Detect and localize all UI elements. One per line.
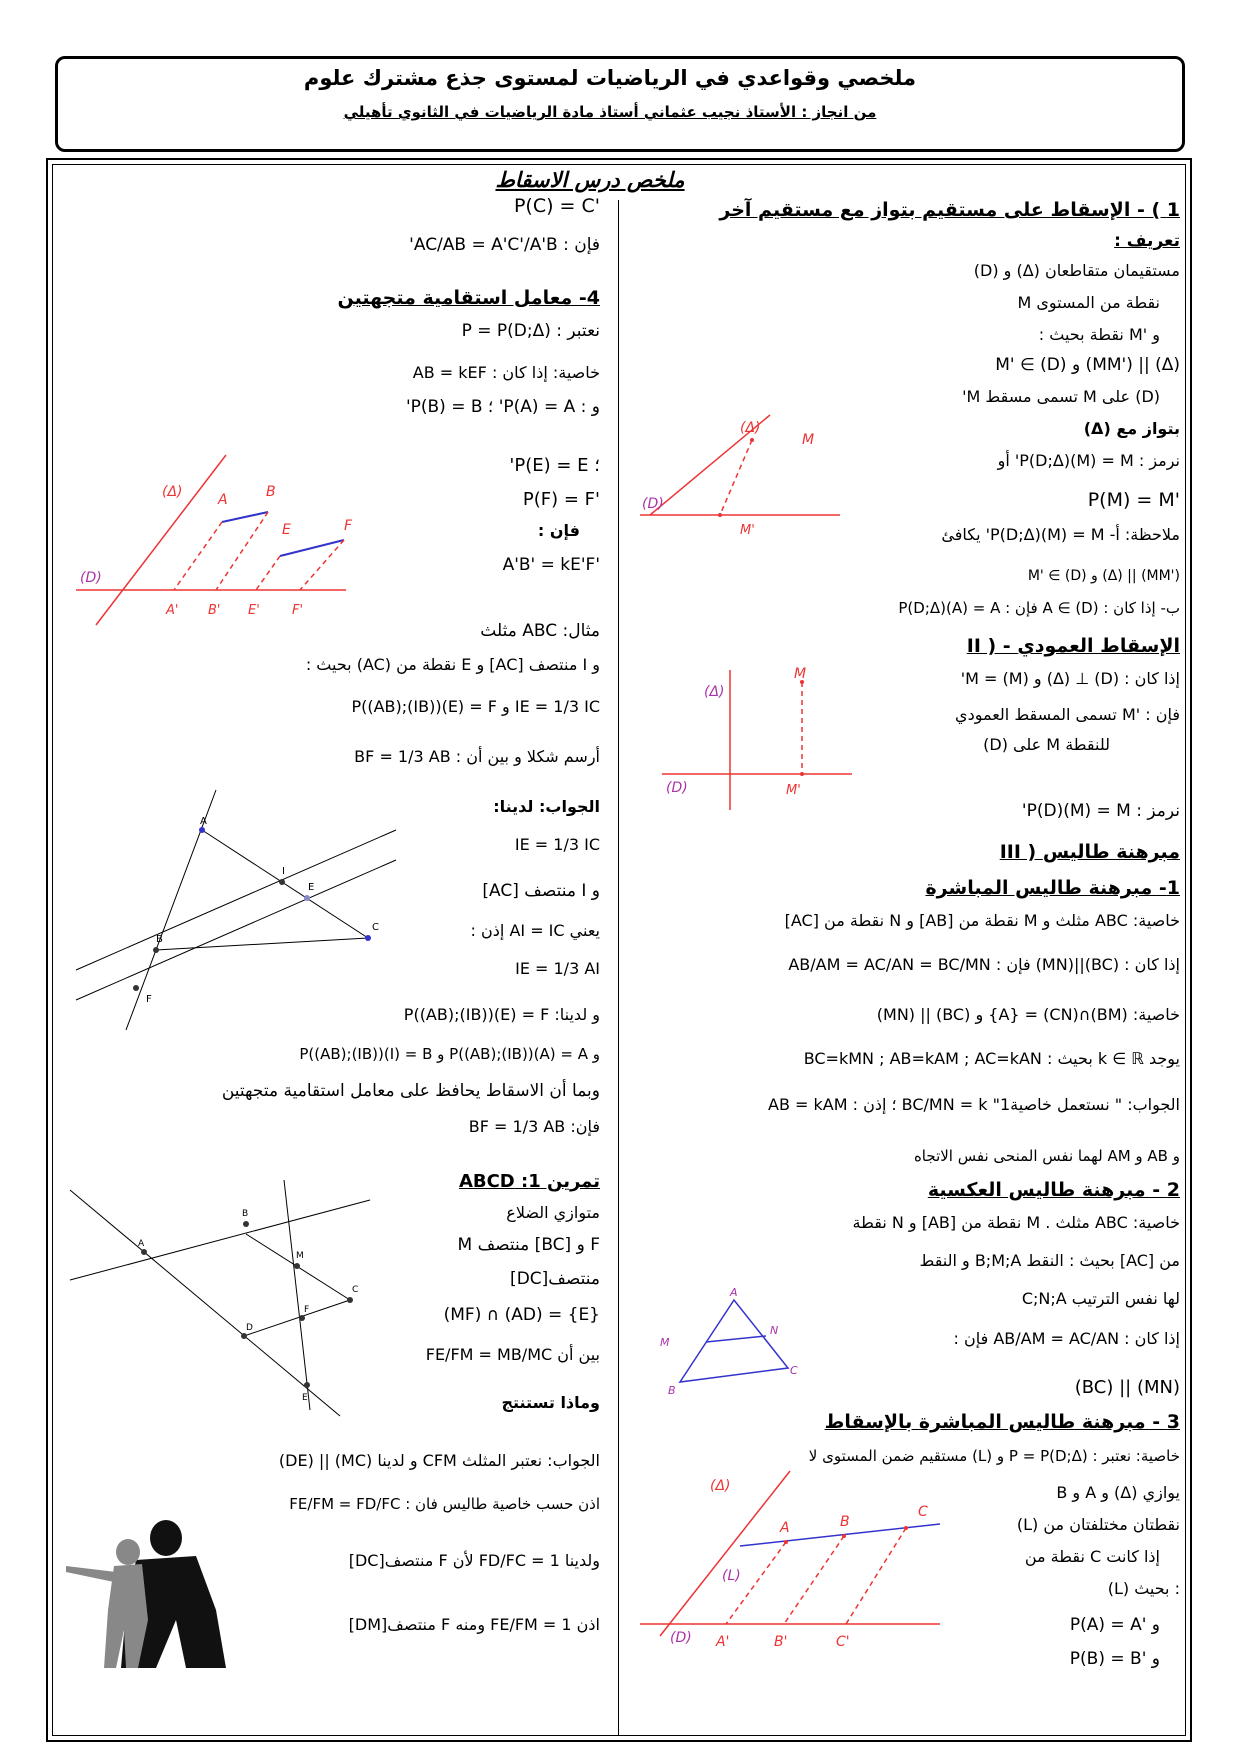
label: M'	[740, 523, 755, 538]
label: F	[344, 518, 353, 534]
text-line: يوازي (Δ) و A و B	[1056, 1483, 1180, 1502]
text-line: فإن: BF = 1/3 AB	[468, 1117, 600, 1136]
label: (D)	[670, 1630, 692, 1646]
text-line: و 'M نقطة بحيث :	[1038, 325, 1160, 344]
text-line: (BC) || (MN)	[1074, 1377, 1180, 1398]
label: E'	[248, 603, 260, 618]
text-line: اذن حسب خاصية طاليس فان : FE/FM = FD/FC	[289, 1495, 600, 1513]
label: C	[790, 1364, 798, 1377]
text-line: P(A) = A' و	[1069, 1615, 1160, 1635]
text-line: ولدينا FD/FC = 1 لأن F منتصف[DC]	[348, 1551, 600, 1570]
label: A	[200, 816, 207, 827]
definition-label: تعريف :	[1114, 231, 1180, 251]
text-line: نرمز : P(D)(M) = M'	[1021, 801, 1180, 821]
label: (Δ)	[710, 1478, 731, 1494]
remark-line: ملاحظة: أ- P(D;Δ)(M) = M' يكافئ	[941, 525, 1180, 544]
label: M	[794, 666, 807, 682]
heading-thales-direct: 1- مبرهنة طاليس المباشرة	[925, 877, 1180, 899]
figure-collinearity	[76, 450, 356, 630]
label: B'	[208, 603, 221, 618]
label: F'	[292, 603, 304, 618]
text-line: و AB و AM لهما نفس المنحى نفس الاتجاه	[913, 1147, 1180, 1165]
text-line: M' ∈ (D) و (MM') || (Δ)	[995, 355, 1180, 375]
text-line: M نقطة من المستوى	[1017, 293, 1160, 312]
heading-collinearity: 4- معامل استقامية متجهتين	[337, 287, 600, 309]
label: (D)	[666, 780, 688, 796]
heading-orthogonal: II ) - الإسقاط العمودي	[966, 635, 1180, 657]
label: A'	[166, 603, 179, 618]
label: M'	[786, 783, 801, 798]
text-line: بين أن FE/FM = MB/MC	[425, 1345, 600, 1364]
page-subtitle: من انجاز : الأستاذ نجيب عثماني أستاذ مادة الرياضيات في الثانوي تأهيلي	[343, 103, 877, 121]
text-line: C;N;A لها نفس الترتيب	[1021, 1289, 1180, 1308]
label: B	[840, 1514, 850, 1530]
figure-orthogonal-projection	[662, 666, 852, 820]
label: (Δ)	[704, 684, 725, 700]
label: A'	[716, 1634, 730, 1650]
answer-line: الجواب: لدينا:	[493, 797, 600, 816]
label: C	[918, 1504, 928, 1520]
text-line: (D) و (Δ) مستقيمان متقاطعان	[973, 261, 1180, 280]
figure-exercise	[70, 1180, 370, 1440]
text-line: (L) بحيث :	[1107, 1579, 1180, 1598]
text-line: نرمز : P(D;Δ)(M) = M' أو	[997, 451, 1180, 470]
exercise-heading: تمرين 1: ABCD	[458, 1171, 600, 1192]
text-line: يعني AI = IC إذن :	[470, 921, 600, 940]
label: (Δ)	[740, 420, 761, 436]
text-line: بتواز مع (Δ)	[1083, 419, 1180, 438]
figure-example	[76, 790, 406, 1040]
property-line: خاصية: إذا كان : AB = kEF	[412, 363, 600, 382]
text-line: إذا كان : (D) ⊥ (Δ) و (M) = M'	[960, 669, 1180, 688]
label: D	[246, 1323, 253, 1333]
text-line: يوجد k ∈ ℝ بحيث : BC=kMN ; AB=kAM ; AC=kAN	[803, 1049, 1180, 1068]
text-line: P(F) = F'	[522, 489, 600, 510]
label: (D)	[80, 570, 102, 586]
label: B'	[774, 1634, 788, 1650]
label: A	[780, 1520, 790, 1536]
label: N	[770, 1324, 779, 1337]
text-line: P(C) = C'	[513, 195, 600, 217]
text-line: متوازي الضلاع	[506, 1203, 600, 1222]
text-line: و : P(A) = A' ؛ P(B) = B'	[405, 397, 600, 417]
label: C	[372, 922, 379, 933]
heading-thales: III ) مبرهنة طاليس	[999, 841, 1180, 863]
answer-line: الجواب: نعتبر المثلث CFM و لدينا (MC) || (DE)	[278, 1451, 600, 1470]
label: M	[802, 432, 815, 448]
text-line: و I منتصف [AC]	[482, 881, 600, 901]
text-line: أرسم شكلا و بين أن : BF = 1/3 AB	[354, 747, 600, 766]
text-line: إذا كانت C نقطة من	[1024, 1547, 1160, 1566]
text-line: IE = 1/3 AI	[515, 959, 600, 978]
label: (L)	[722, 1568, 741, 1584]
label: F	[304, 1305, 310, 1315]
text-line: من [AC] بحيث : النقط B;M;A و النقط	[919, 1251, 1180, 1270]
label: B	[242, 1209, 249, 1219]
text-line: فإن :	[537, 521, 580, 540]
property-line: خاصية: ABC مثلث و M نقطة من [AB] و N نقطة من [AC]	[784, 911, 1180, 930]
label: E	[282, 522, 291, 538]
heading-thales-projection: 3 - مبرهنة طاليس المباشرة بالإسقاط	[824, 1411, 1180, 1433]
label: C	[352, 1285, 359, 1295]
property-line: خاصية: نعتبر : P = P(D;Δ) و (L) مستقيم ضمن المستوى لا	[808, 1447, 1180, 1465]
property-line: خاصية: (BM)∩(CN) = {A} و (BC) || (MN)	[876, 1005, 1180, 1024]
figure-thales-projection	[640, 1466, 940, 1656]
label: F	[146, 994, 152, 1005]
figure-thales-triangle	[660, 1286, 810, 1400]
section-title: ملخص درس الاسقاط	[495, 168, 685, 192]
text-line: إذا كان : (BC)||(MN) فإن : AB/AM = AC/AN = BC/MN	[788, 955, 1180, 974]
text-line: نعتبر : P = P(D;Δ)	[461, 321, 600, 341]
text-line: M منتصف [BC] و F	[457, 1235, 600, 1255]
text-line: و P((AB);(IB))(A) = A و P((AB);(IB))(I) = B	[299, 1045, 600, 1063]
text-line: وماذا تستنتج	[501, 1393, 600, 1412]
text-line: IE = 1/3 IC	[514, 835, 600, 854]
text-line: A'B' = kE'F'	[502, 555, 600, 575]
label: M	[660, 1336, 670, 1349]
page-title: ملخصي وقواعدي في الرياضيات لمستوى جذع مشترك علوم	[303, 66, 917, 90]
text-line: ؛ P(E) = E'	[509, 455, 600, 476]
label: I	[282, 866, 285, 877]
label: C'	[836, 1634, 850, 1650]
text-line: الجواب: " نستعمل خاصية1" BC/MN = k ؛ إذن : AB = kAM	[768, 1095, 1180, 1114]
label: (Δ)	[162, 484, 183, 500]
label: E	[302, 1393, 308, 1403]
text-line: (MF) ∩ (AD) = {E}	[443, 1305, 600, 1325]
text-line: P(M) = M'	[1087, 489, 1180, 511]
text-line: فإن : 'M تسمى المسقط العمودي	[955, 705, 1180, 724]
text-line: وبما أن الاسقاط يحافظ على معامل استقامية متجهتين	[221, 1081, 600, 1101]
text-line: و I منتصف [AC] و E نقطة من (AC) بحيث :	[305, 655, 600, 674]
label: E	[308, 882, 315, 893]
column-divider	[618, 200, 619, 1736]
label: B	[156, 934, 163, 945]
heading-projection: 1 ) - الإسقاط على مستقيم بتواز مع مستقيم آخر	[719, 199, 1180, 221]
label: B	[668, 1384, 676, 1397]
text-line: P(B) = B' و	[1069, 1649, 1160, 1669]
text-line: اذن FE/FM = 1 ومنه F منتصف[DM]	[348, 1615, 600, 1634]
label: B	[266, 484, 276, 500]
text-line: ب- إذا كان : A ∈ (D) فإن : P(D;Δ)(A) = A	[898, 599, 1180, 617]
text-line: فإن : AC/AB = A'C'/A'B'	[409, 235, 600, 255]
figure-oblique-projection	[640, 410, 840, 540]
label: A	[138, 1239, 145, 1249]
text-line: M' ∈ (D) و (Δ) || (MM')	[1027, 568, 1180, 584]
label: A	[218, 492, 228, 508]
text-line: 'M تسمى مسقط M على (D)	[962, 387, 1160, 406]
label: M	[296, 1251, 304, 1261]
text-line: نقطتان مختلفتان من (L)	[1016, 1515, 1180, 1534]
text-line: للنقطة M على (D)	[983, 735, 1110, 754]
text-line: إذا كان : AB/AM = AC/AN فإن :	[953, 1329, 1180, 1348]
label: (D)	[642, 496, 664, 512]
property-line: خاصية: ABC مثلث . M نقطة من [AB] و N نقطة	[852, 1213, 1180, 1232]
heading-thales-converse: 2 - مبرهنة طاليس العكسية	[927, 1179, 1180, 1201]
example-line: مثال: ABC مثلث	[480, 621, 600, 641]
text-line: P((AB);(IB))(E) = F و IE = 1/3 IC	[351, 697, 600, 716]
label: A	[730, 1286, 738, 1299]
teacher-child-silhouette-image	[66, 1500, 236, 1670]
text-line: منتصف[DC]	[510, 1269, 600, 1289]
text-line: و لدينا: P((AB);(IB))(E) = F	[403, 1005, 600, 1024]
